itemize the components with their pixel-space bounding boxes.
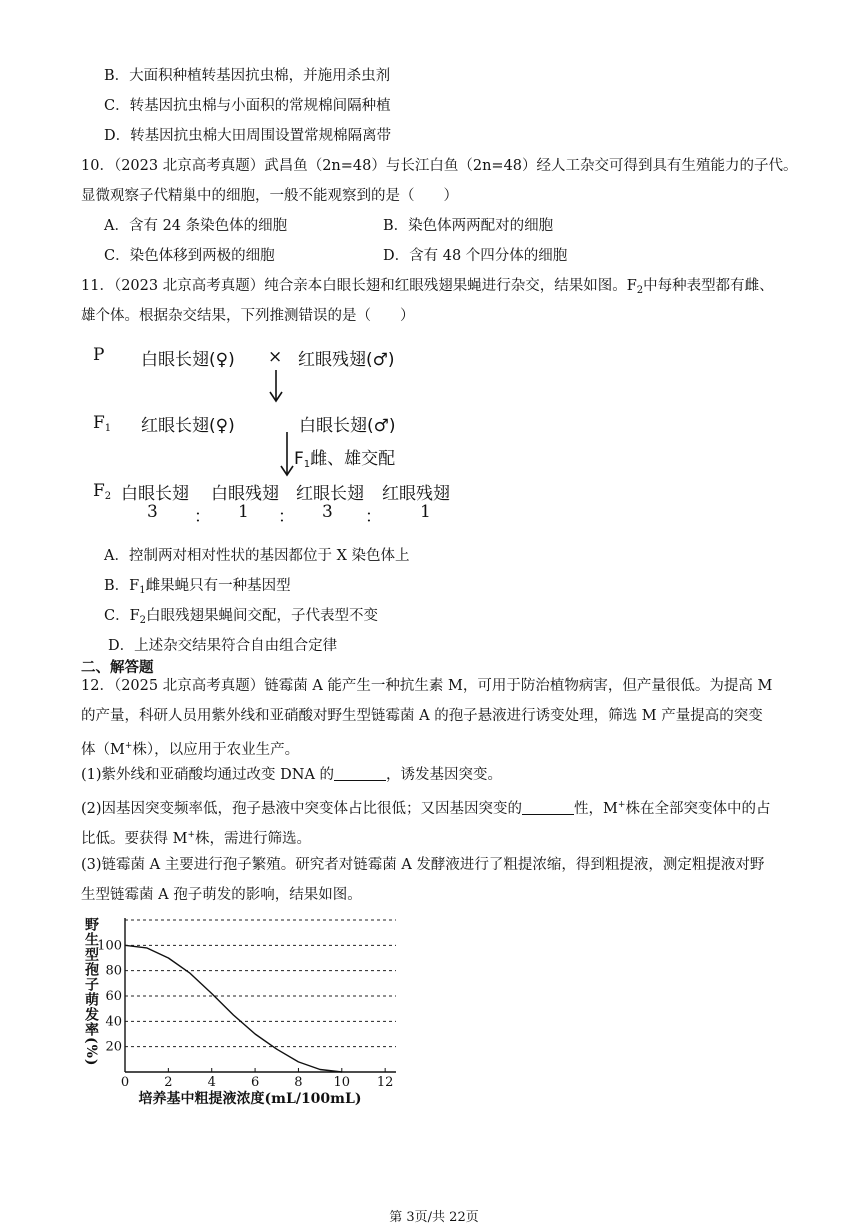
- q12-part1: (1)紫外线和亚硝酸均通过改变 DNA 的 ，诱发基因突变。: [81, 767, 503, 783]
- y-axis-label: 野生型孢子萌发率(%): [83, 917, 99, 1067]
- cross-f1-mating: $F_1$雌、雄交配: [294, 449, 396, 470]
- q12-part3-line2: 生型链霉菌 A 孢子萌发的影响，结果如图。: [81, 887, 362, 903]
- q12-stem-line2: 的产量，科研人员用紫外线和亚硝酸对野生型链霉菌 A 的孢子悬液进行诱变处理，筛选 M 产量提高的突变: [81, 708, 763, 724]
- x-tick-label: 10: [333, 1075, 351, 1090]
- cross-f2-label: $F_2$: [93, 481, 112, 502]
- x-tick-label: 12: [376, 1075, 394, 1090]
- q11-stem-line2: 雄个体。根据杂交结果，下列推测错误的是（ ）: [81, 308, 415, 324]
- q10-stem-line2: 显微观察子代精巢中的细胞，一般不能观察到的是（ ）: [81, 188, 458, 204]
- cross-arrow-down-1: [266, 370, 286, 404]
- x-axis-label: 培养基中粗提液浓度(mL/100mL): [138, 1091, 362, 1107]
- y-tick-label: 100: [97, 938, 122, 954]
- q12-stem-line3: 体（M+株），以应用于农业生产。: [81, 741, 300, 758]
- x-tick-label: 2: [164, 1075, 173, 1090]
- q12-part2-blank[interactable]: [522, 800, 574, 815]
- y-tick-label: 60: [105, 989, 122, 1004]
- y-tick-label: 40: [105, 1014, 122, 1030]
- cross-f1-female: 红眼长翅(♀): [141, 416, 235, 436]
- cross-colon-3: ：: [365, 507, 382, 527]
- cross-p-female: 白眼长翅(♀): [141, 350, 235, 370]
- y-tick-label: 80: [105, 963, 122, 979]
- cross-p-male: 红眼残翅(♂): [298, 350, 395, 370]
- q12-part3-line1: (3)链霉菌 A 主要进行孢子繁殖。研究者对链霉菌 A 发酵液进行了粗提浓缩，得到粗提液，测定粗提液对野: [81, 857, 765, 873]
- section-heading: 二、解答题: [81, 659, 154, 676]
- q10-option-c: C．染色体移到两极的细胞: [104, 248, 275, 264]
- x-tick-label: 8: [294, 1075, 303, 1090]
- page-footer: 第 3页/共 22页: [389, 1210, 479, 1225]
- cross-ratio-3: 3: [322, 502, 333, 522]
- q12-part1-blank[interactable]: [334, 766, 386, 781]
- germination-curve: [125, 945, 342, 1072]
- q12-part2-line2: 比低。要获得 M+株，需进行筛选。: [81, 830, 312, 847]
- q12-stem-line1: 12．（2025 北京高考真题）链霉菌 A 能产生一种抗生素 M，可用于防治植物病害，但产量很低。为提高 M: [81, 678, 773, 694]
- q9-option-d: D．转基因抗虫棉大田周围设置常规棉隔离带: [104, 128, 392, 144]
- q10-stem-line1: 10．（2023 北京高考真题）武昌鱼（2n=48）与长江白鱼（2n=48）经人工杂交可得到具有生殖能力的子代。: [81, 158, 798, 174]
- cross-f1-male: 白眼长翅(♂): [299, 416, 396, 436]
- q11-option-a: A．控制两对相对性状的基因都位于 X 染色体上: [104, 548, 410, 564]
- cross-colon-2: ：: [278, 507, 295, 527]
- cross-ratio-4: 1: [420, 502, 431, 522]
- q10-option-b: B．染色体两两配对的细胞: [383, 218, 554, 234]
- germination-chart: [70, 905, 410, 1110]
- cross-ratio-2: 1: [238, 502, 249, 522]
- cross-f2-type-4: 红眼残翅: [382, 484, 450, 504]
- q11-option-c: C．$F_2$白眼残翅果蝇间交配，子代表型不变: [104, 608, 379, 626]
- x-tick-label: 6: [250, 1075, 260, 1090]
- cross-f2-type-3: 红眼长翅: [296, 484, 364, 504]
- q11-option-d: D．上述杂交结果符合自由组合定律: [108, 638, 338, 654]
- cross-ratio-1: 3: [147, 502, 158, 522]
- cross-f1-label: $F_1$: [93, 413, 112, 434]
- cross-f2-type-2: 白眼残翅: [211, 484, 279, 504]
- q11-stem-line1: 11．（2023 北京高考真题）纯合亲本白眼长翅和红眼残翅果蝇进行杂交，结果如图。$F_2$中每种表型都有雌、: [81, 278, 774, 296]
- y-tick-label: 20: [105, 1039, 122, 1055]
- cross-times: ×: [268, 347, 283, 367]
- cross-colon-1: ：: [194, 507, 211, 527]
- x-tick-label: 4: [207, 1075, 216, 1090]
- cross-f2-type-1: 白眼长翅: [121, 484, 189, 504]
- cross-p-label: P: [93, 345, 105, 365]
- q9-option-c: C．转基因抗虫棉与小面积的常规棉间隔种植: [104, 98, 391, 114]
- q12-part2-line1: (2)因基因突变频率低，孢子悬液中突变体占比很低；又因基因突变的 性，M+株在全部突变体中的占: [81, 800, 771, 817]
- x-tick-label: 0: [120, 1075, 130, 1090]
- q10-option-d: D．含有 48 个四分体的细胞: [383, 248, 568, 264]
- q11-option-b: B．$F_1$雌果蝇只有一种基因型: [104, 578, 291, 596]
- q9-option-b: B．大面积种植转基因抗虫棉，并施用杀虫剂: [104, 68, 391, 84]
- q10-option-a: A．含有 24 条染色体的细胞: [104, 218, 288, 234]
